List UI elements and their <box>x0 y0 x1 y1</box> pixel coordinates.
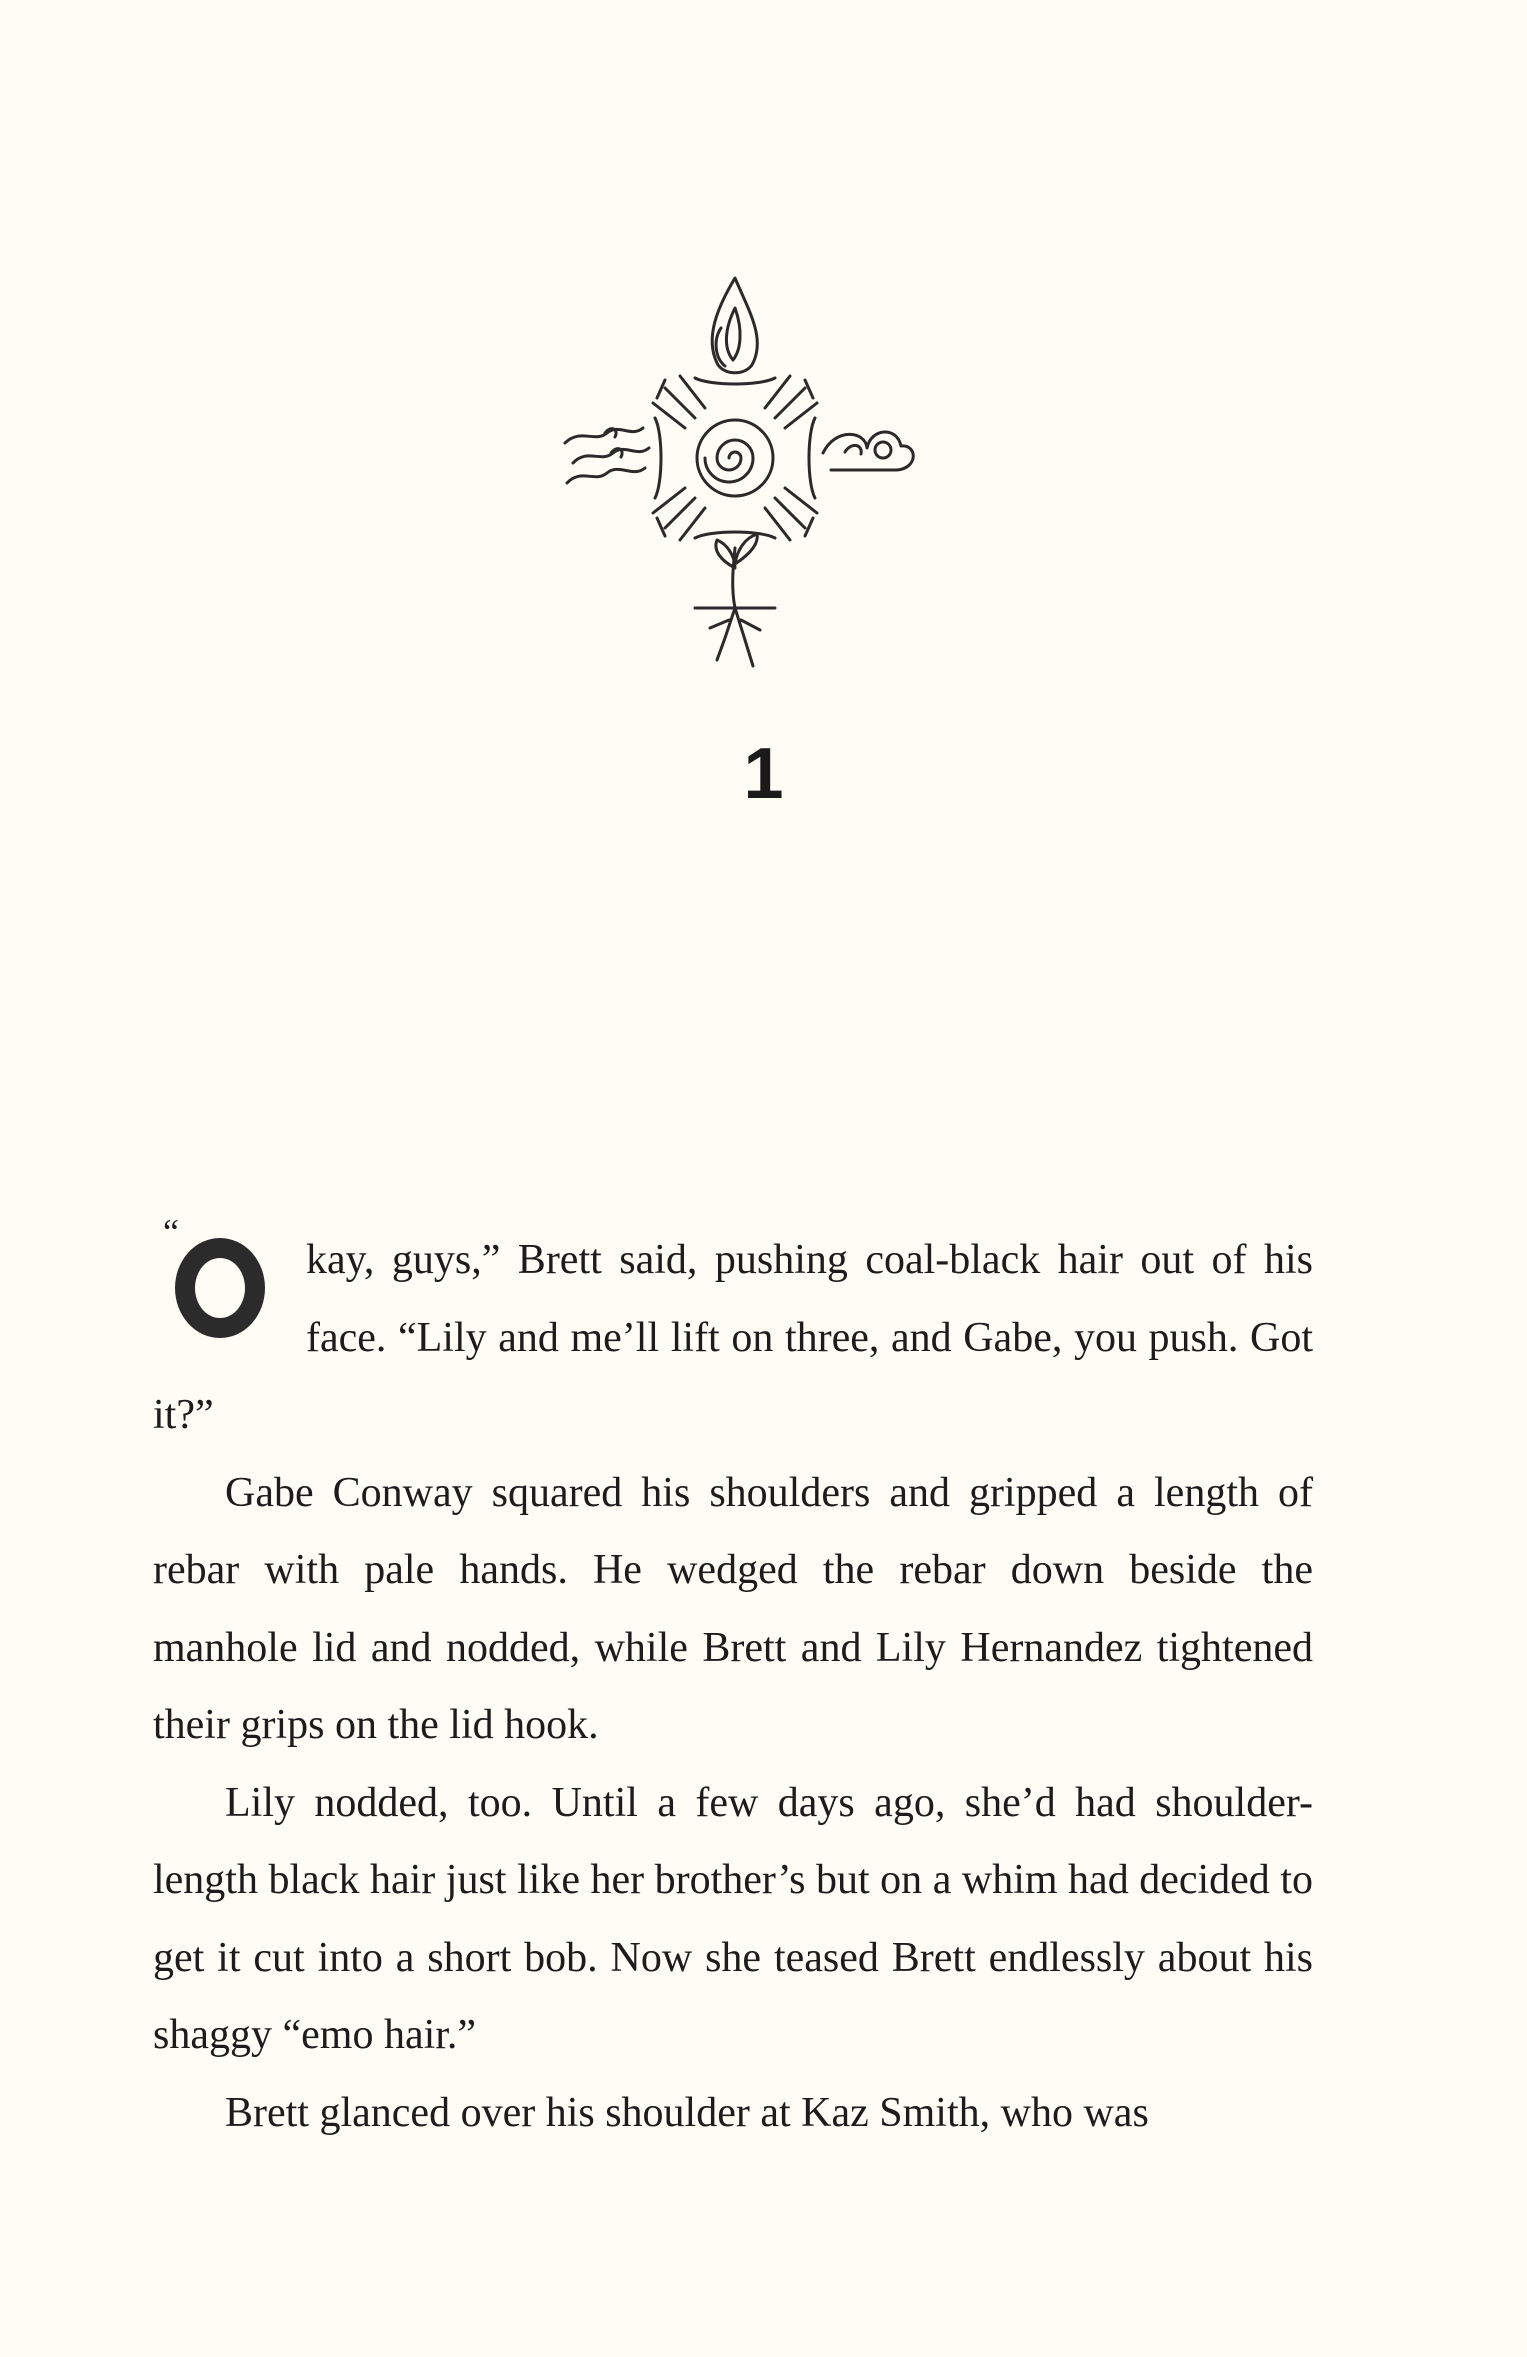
chapter-number: 1 <box>743 734 784 814</box>
elements-emblem-icon <box>545 268 925 688</box>
drop-cap-letter <box>153 1222 154 1223</box>
chapter-body <box>153 1212 1313 2152</box>
drop-cap-open-quote: “ <box>163 1212 179 1252</box>
paragraph-1-text: kay, guys,” Brett said, pushing coal-black hair out of his face. “Lily and me’ll lift on three, and Gabe, you push. Got it?” <box>153 1237 1313 1438</box>
paragraph-3: Lily nodded, too. Until a few days ago, she’d had shoulder-length black hair just like her brother’s but on a whim had decided to get it cut into a short bob. Now she teased Brett endlessly about his shaggy “emo hair.” <box>153 1779 1313 2058</box>
paragraph-4: Brett glanced over his shoulder at Kaz Smith, who was <box>225 2089 1149 2136</box>
drop-cap-block <box>153 1212 306 1372</box>
paragraph-1 <box>153 1212 1313 1455</box>
paragraph-2: Gabe Conway squared his shoulders and gripped a length of rebar with pale hands. He wedged the rebar down beside the manhole lid and nodded, while Brett and Lily Hernandez tightened their grips on the lid hook. <box>153 1469 1313 1748</box>
drop-cap-o <box>175 1238 265 1338</box>
